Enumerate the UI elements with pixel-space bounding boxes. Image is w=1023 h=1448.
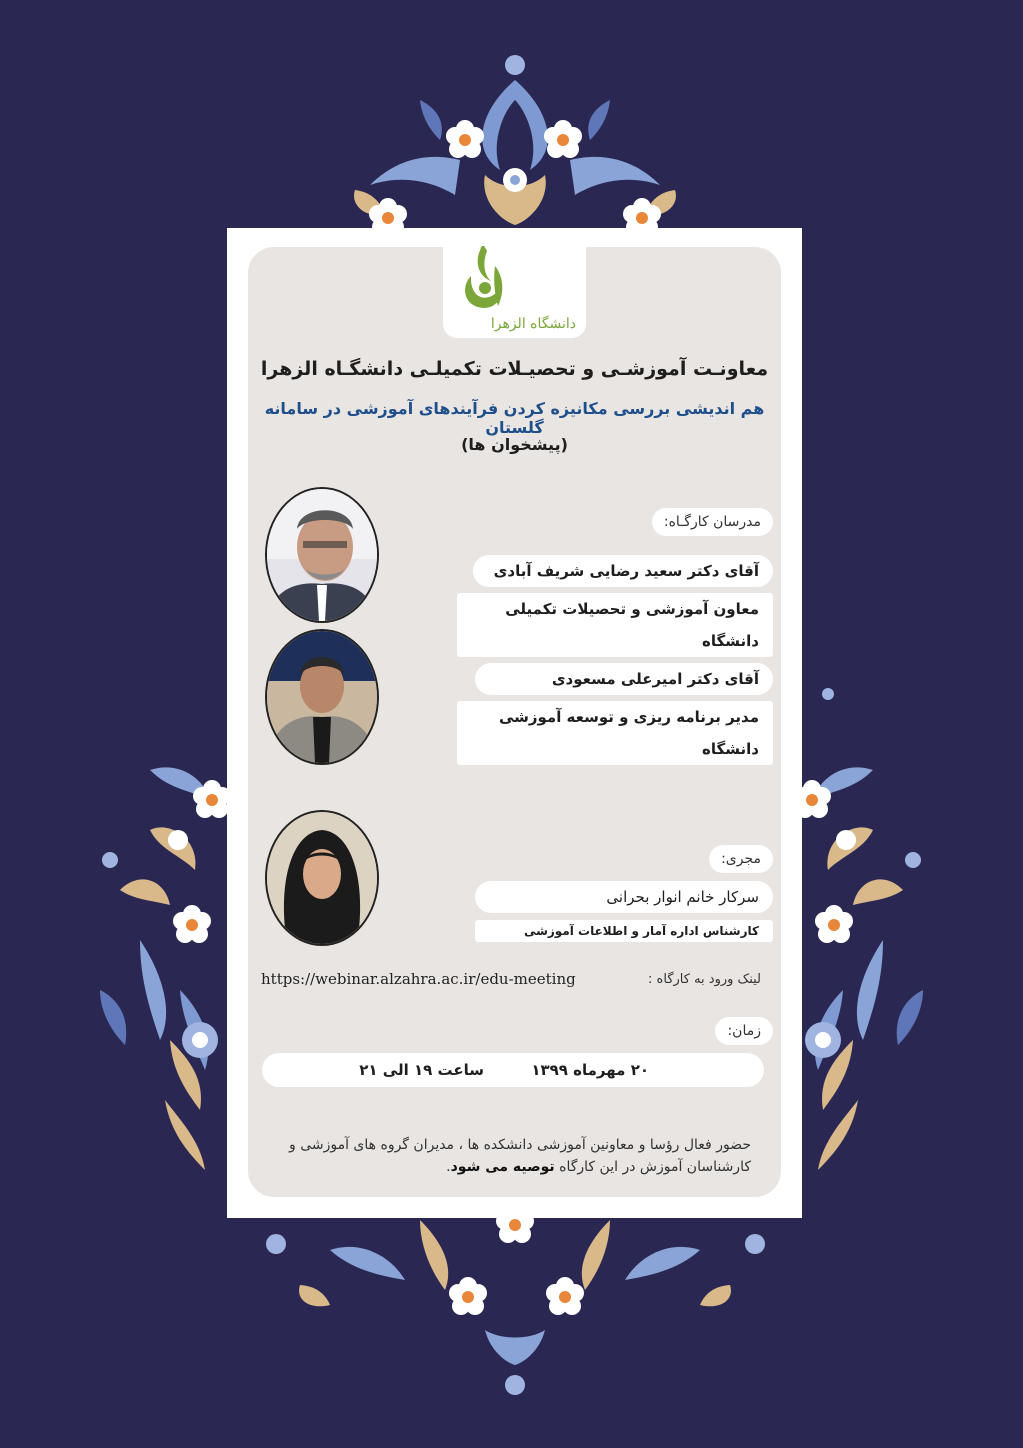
instructor-photo-2 bbox=[265, 629, 379, 765]
host-photo bbox=[265, 810, 379, 946]
instructor-1-role: معاون آموزشی و تحصیلات تکمیلی دانشگاه bbox=[457, 593, 773, 657]
left-ornament bbox=[100, 767, 231, 1170]
note-text: حضور فعال رؤسا و معاونین آموزشی دانشکده ها ، مدیران گروه های آموزشی و کارشناسان آموزش در این کارگاه bbox=[288, 1137, 751, 1175]
page-subtitle-2: (پیشخوان ها) bbox=[461, 435, 568, 454]
event-date: ۲۰ مهرماه ۱۳۹۹ bbox=[531, 1061, 649, 1079]
note-emphasis: توصیه می شود bbox=[450, 1159, 555, 1175]
instructor-2-role: مدیر برنامه ریزی و توسعه آموزشی دانشگاه bbox=[457, 701, 773, 765]
instructor-2-name: آقای دکتر امیرعلی مسعودی bbox=[475, 663, 773, 695]
logo-container bbox=[443, 246, 586, 338]
note-end: . bbox=[446, 1159, 451, 1175]
poster-panel bbox=[248, 247, 781, 1197]
poster-card bbox=[227, 228, 802, 1218]
page-subtitle: هم اندیشی بررسی مکانیزه کردن فرآیندهای آموزشی در سامانه گلستان bbox=[264, 399, 765, 437]
logo-text: دانشگاه الزهرا bbox=[490, 316, 576, 332]
host-label: مجری: bbox=[709, 845, 773, 873]
top-ornament bbox=[354, 55, 676, 236]
instructor-1-name: آقای دکتر سعید رضایی شریف آبادی bbox=[473, 555, 773, 587]
instructors-label: مدرسان کارگـاه: bbox=[652, 508, 773, 536]
time-label: زمان: bbox=[715, 1017, 773, 1045]
event-hour: ساعت ۱۹ الی ۲۱ bbox=[359, 1061, 484, 1079]
host-name: سرکار خانم انوار بحرانی bbox=[475, 881, 773, 913]
link-label: لینک ورود به کارگاه : bbox=[648, 972, 761, 987]
time-bar bbox=[262, 1053, 764, 1087]
bottom-ornament bbox=[266, 1205, 765, 1395]
instructor-photo-1 bbox=[265, 487, 379, 623]
page-title: معاونـت آموزشـی و تحصیـلات تکمیلـی دانشگـاه الزهرا bbox=[260, 358, 769, 380]
right-ornament bbox=[793, 688, 923, 1170]
host-role: کارشناس اداره آمار و اطلاعات آموزشی bbox=[475, 920, 773, 942]
webinar-link[interactable]: https://webinar.alzahra.ac.ir/edu-meeting bbox=[261, 970, 576, 988]
attendance-note bbox=[278, 1134, 751, 1178]
